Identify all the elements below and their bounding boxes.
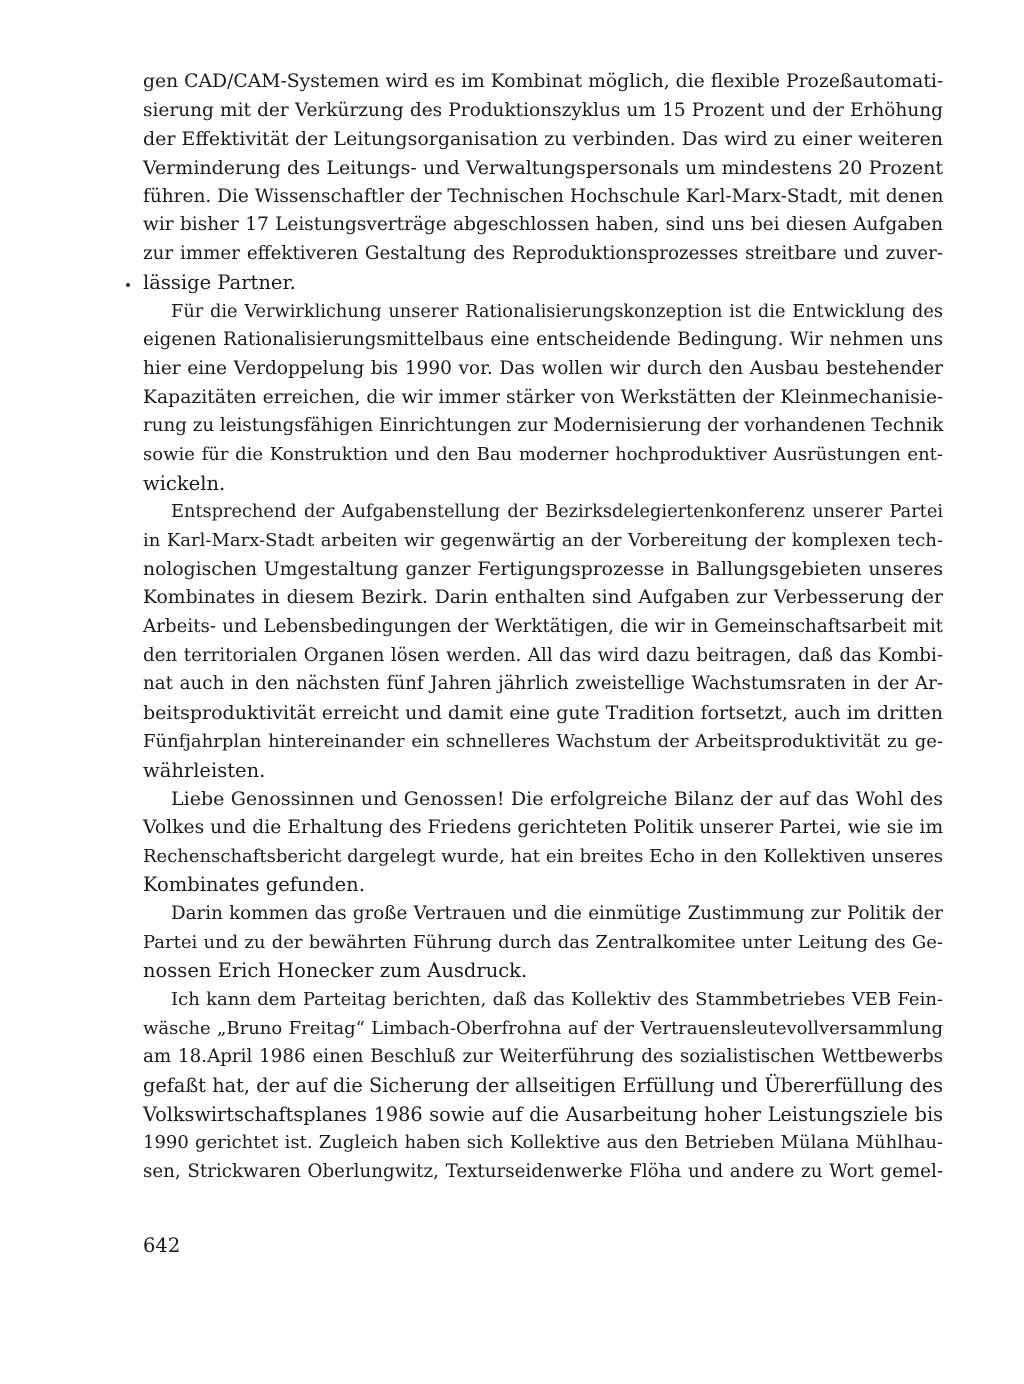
margin-mark — [126, 283, 130, 287]
text-line: der Effektivität der Leitungsorganisation zu verbinden. Das wird zu einer weiteren — [143, 128, 943, 151]
text-line: Rechenschaftsbericht dargelegt wurde, hat ein breites Echo in den Kollektiven unseres — [143, 845, 943, 867]
text-line: gefaßt hat, der auf die Sicherung der allseitigen Erfüllung und Übererfüllung des — [143, 1074, 943, 1098]
text-line: nologischen Umgestaltung ganzer Fertigungsprozesse in Ballungsgebieten unseres — [143, 558, 943, 580]
text-line: nossen Erich Honecker zum Ausdruck. — [143, 959, 528, 983]
text-line: beitsproduktivität erreicht und damit eine gute Tradition fortsetzt, auch im dritten — [143, 702, 943, 725]
paragraph-4 — [143, 785, 943, 900]
text-line: lässige Partner. — [143, 270, 296, 294]
text-line: Darin kommen das große Vertrauen und die einmütige Zustimmung zur Politik der — [171, 902, 943, 924]
text-line: nat auch in den nächsten fünf Jahren jährlich zweistellige Wachstumsraten in der Ar- — [143, 673, 943, 695]
text-line: am 18.April 1986 einen Beschluß zur Weiterführung des sozialistischen Wettbewerbs — [143, 1046, 943, 1068]
text-line: in Karl-Marx-Stadt arbeiten wir gegenwärtig an der Vorbereitung der komplexen tech- — [143, 530, 943, 551]
text-line: Verminderung des Leitungs- und Verwaltungspersonals um mindestens 20 Prozent — [143, 157, 943, 180]
text-line: Kapazitäten erreichen, die wir immer stärker von Werkstätten der Kleinmechanisie- — [143, 386, 944, 408]
text-line: Entsprechend der Aufgabenstellung der Bezirksdelegiertenkonferenz unserer Partei — [171, 502, 943, 523]
text-body — [143, 68, 943, 1187]
text-line: Arbeits- und Lebensbedingungen der Werktätigen, die wir in Gemeinschaftsarbeit mit — [143, 616, 943, 638]
text-line: wäsche „Bruno Freitag“ Limbach-Oberfrohna auf der Vertrauensleutevollversammlung — [143, 1017, 943, 1039]
page-number: 642 — [143, 1234, 181, 1257]
text-line: sen, Strickwaren Oberlungwitz, Texturseidenwerke Flöha und andere zu Wort gemel- — [143, 1161, 943, 1183]
text-line: Fünfjahrplan hintereinander ein schnelleres Wachstum der Arbeitsproduktivität zu ge- — [143, 730, 943, 752]
text-line: Volkes und die Erhaltung des Friedens gerichteten Politik unserer Partei, wie sie im — [143, 816, 944, 838]
text-line: Kombinates in diesem Bezirk. Darin enthalten sind Aufgaben zur Verbesserung der — [143, 587, 943, 609]
text-line: währleisten. — [143, 758, 266, 782]
paragraph-1 — [143, 68, 943, 298]
text-line: Ich kann dem Parteitag berichten, daß das Kollektiv des Stammbetriebes VEB Fein- — [171, 989, 943, 1010]
text-line: den territorialen Organen lösen werden. All das wird dazu beitragen, daß das Kombi- — [143, 644, 943, 666]
paragraph-5 — [143, 900, 943, 986]
text-line: 1990 gerichtet ist. Zugleich haben sich Kollektive aus den Betrieben Mülana Mühlhau- — [143, 1132, 943, 1154]
text-line: eigenen Rationalisierungsmittelbaus eine entscheidende Bedingung. Wir nehmen uns — [143, 329, 943, 351]
paragraph-3 — [143, 498, 943, 785]
text-line: Kombinates gefunden. — [143, 873, 365, 897]
text-line: Liebe Genossinnen und Genossen! Die erfolgreiche Bilanz der auf das Wohl des — [171, 788, 943, 811]
paragraph-2 — [143, 298, 943, 499]
text-line: wir bisher 17 Leistungsverträge abgeschlossen haben, sind uns bei diesen Aufgaben — [143, 214, 943, 236]
text-line: wickeln. — [143, 471, 226, 495]
text-line: führen. Die Wissenschaftler der Technischen Hochschule Karl-Marx-Stadt, mit denen — [143, 185, 944, 207]
text-line: Volkswirtschaftsplanes 1986 sowie auf die Ausarbeitung hoher Leistungsziele bis — [143, 1102, 943, 1126]
text-line: hier eine Verdoppelung bis 1990 vor. Das wollen wir durch den Ausbau bestehender — [143, 357, 943, 379]
text-line: gen CAD/CAM-Systemen wird es im Kombinat möglich, die flexible Prozeßautomati- — [143, 71, 944, 92]
text-line: rung zu leistungsfähigen Einrichtungen zur Modernisierung der vorhandenen Technik — [143, 415, 944, 437]
text-line: Partei und zu der bewährten Führung durch das Zentralkomitee unter Leitung des Ge- — [143, 931, 943, 953]
text-line: Für die Verwirklichung unserer Rationalisierungskonzeption ist die Entwicklung des — [171, 301, 943, 322]
paragraph-6 — [143, 986, 943, 1187]
text-line: zur immer effektiveren Gestaltung des Reproduktionsprozesses streitbare und zuver- — [143, 243, 943, 265]
text-line: sowie für die Konstruktion und den Bau moderner hochproduktiver Ausrüstungen ent- — [143, 443, 943, 465]
text-line: sierung mit der Verkürzung des Produktionszyklus um 15 Prozent und der Erhöhung — [143, 99, 943, 121]
